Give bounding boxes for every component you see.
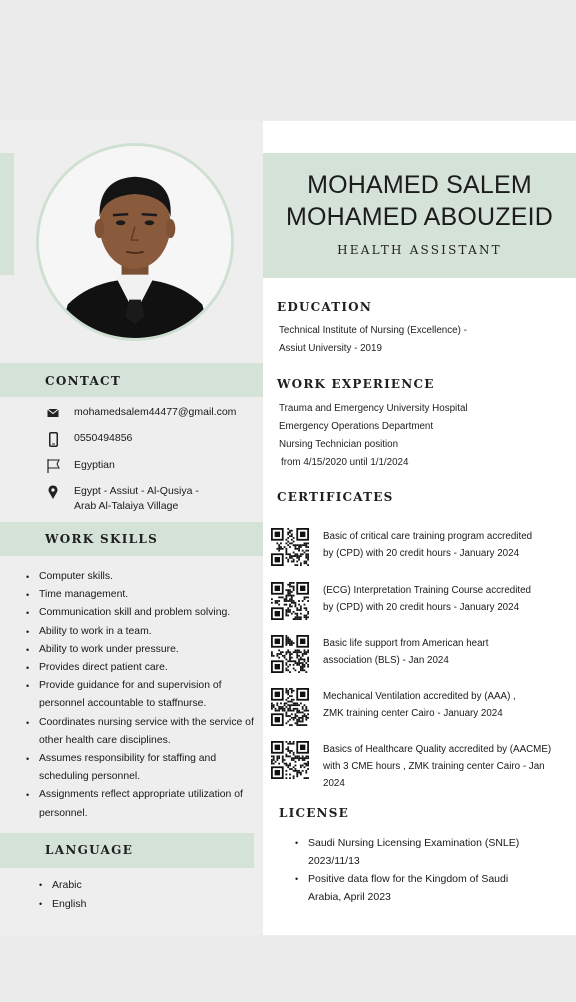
portrait-illustration bbox=[39, 146, 231, 338]
certificate-line: Mechanical Ventilation accredited by (AAA) , bbox=[323, 691, 516, 702]
license-list bbox=[293, 834, 563, 906]
experience-line-3: Nursing Technician position bbox=[279, 439, 399, 450]
work-experience-details bbox=[279, 400, 468, 472]
list-item: • Communication skill and problem solving. bbox=[24, 604, 262, 622]
list-item: • Saudi Nursing Licensing Examination (SNLE) 2023/11/13 bbox=[293, 834, 563, 870]
list-item: • Positive data flow for the Kingdom of Saudi Arabia, April 2023 bbox=[293, 870, 563, 906]
list-item: • Assignments reflect appropriate utilization of personnel. bbox=[24, 786, 262, 822]
address-line-1: Egypt - Assiut - Al-Qusiya - bbox=[74, 485, 199, 497]
certificate-line: 2024 bbox=[323, 778, 345, 789]
experience-line-4: from 4/15/2020 until 1/1/2024 bbox=[281, 457, 409, 468]
qr-code-icon[interactable] bbox=[271, 635, 309, 673]
certificates-title: CERTIFICATES bbox=[277, 490, 394, 504]
accent-strip bbox=[0, 153, 14, 275]
phone-text: 0550494856 bbox=[74, 432, 133, 444]
email-text: mohamedsalem44477@gmail.com bbox=[74, 406, 237, 418]
contact-header-band bbox=[0, 363, 263, 397]
qr-code-icon[interactable] bbox=[271, 741, 309, 779]
certificate-item bbox=[271, 582, 571, 624]
list-item: • Time management. bbox=[24, 586, 262, 604]
nationality-text: Egyptian bbox=[74, 459, 115, 471]
left-column bbox=[0, 121, 263, 935]
list-item: • Provides direct patient care. bbox=[24, 659, 262, 677]
list-item: • Coordinates nursing service with the service of other health care disciplines. bbox=[24, 714, 262, 750]
certificate-item bbox=[271, 528, 571, 570]
resume-page bbox=[0, 121, 576, 935]
list-item: • Arabic bbox=[37, 876, 86, 895]
list-item: • Computer skills. bbox=[24, 568, 262, 586]
certificate-line: with 3 CME hours , ZMK training center Cairo - Jan bbox=[323, 761, 545, 772]
certificate-item bbox=[271, 688, 571, 730]
contact-phone[interactable] bbox=[46, 431, 132, 447]
list-item: • English bbox=[37, 895, 86, 914]
certificate-line: by (CPD) with 20 credit hours - January 2024 bbox=[323, 548, 520, 559]
certificate-line: ZMK training center Cairo - January 2024 bbox=[323, 708, 503, 719]
certificate-item bbox=[271, 635, 571, 677]
name-line-1: MOHAMED SALEM bbox=[307, 171, 532, 199]
qr-code-icon[interactable] bbox=[271, 688, 309, 726]
contact-nationality bbox=[46, 458, 115, 474]
qr-code-icon[interactable] bbox=[271, 582, 309, 620]
envelope-icon bbox=[46, 405, 60, 421]
language-title: LANGUAGE bbox=[45, 843, 134, 857]
license-title: LICENSE bbox=[279, 806, 349, 820]
language-list bbox=[37, 876, 86, 914]
contact-title: CONTACT bbox=[45, 374, 122, 388]
job-title: HEALTH ASSISTANT bbox=[337, 243, 502, 257]
education-line-1: Technical Institute of Nursing (Excellence) - bbox=[279, 325, 467, 336]
list-item: • Ability to work under pressure. bbox=[24, 641, 262, 659]
education-details bbox=[279, 322, 467, 358]
profile-photo bbox=[36, 143, 234, 341]
education-line-2: Assiut University - 2019 bbox=[279, 343, 382, 354]
certificate-line: association (BLS) - Jan 2024 bbox=[323, 655, 449, 666]
contact-email[interactable] bbox=[46, 405, 236, 421]
name-header bbox=[263, 153, 576, 278]
work-experience-title: WORK EXPERIENCE bbox=[277, 377, 435, 391]
certificate-line: by (CPD) with 20 credit hours - January 2024 bbox=[323, 602, 520, 613]
experience-line-1: Trauma and Emergency University Hospital bbox=[279, 403, 468, 414]
location-pin-icon bbox=[46, 484, 60, 500]
list-item: • Assumes responsibility for staffing and scheduling personnel. bbox=[24, 750, 262, 786]
list-item: • Provide guidance for and supervision of personnel accountable to staffnurse. bbox=[24, 677, 262, 713]
work-skills-list bbox=[24, 568, 262, 823]
experience-line-2: Emergency Operations Department bbox=[279, 421, 434, 432]
list-item: • Ability to work in a team. bbox=[24, 623, 262, 641]
flag-icon bbox=[46, 458, 60, 474]
right-column bbox=[263, 121, 576, 935]
certificate-item bbox=[271, 741, 571, 795]
education-title: EDUCATION bbox=[277, 300, 372, 314]
certificate-line: Basic life support from American heart bbox=[323, 638, 489, 649]
name-line-2: MOHAMED ABOUZEID bbox=[285, 203, 554, 231]
certificate-line: Basic of critical care training program accredited bbox=[323, 531, 533, 542]
qr-code-icon[interactable] bbox=[271, 528, 309, 566]
address-line-2: Arab Al-Talaiya Village bbox=[74, 500, 179, 512]
phone-icon bbox=[46, 431, 60, 447]
contact-address bbox=[46, 484, 199, 514]
certificate-line: Basics of Healthcare Quality accredited by (AACME) bbox=[323, 744, 552, 755]
work-skills-title: WORK SKILLS bbox=[45, 532, 159, 546]
certificate-line: (ECG) Interpretation Training Course accredited bbox=[323, 585, 532, 596]
